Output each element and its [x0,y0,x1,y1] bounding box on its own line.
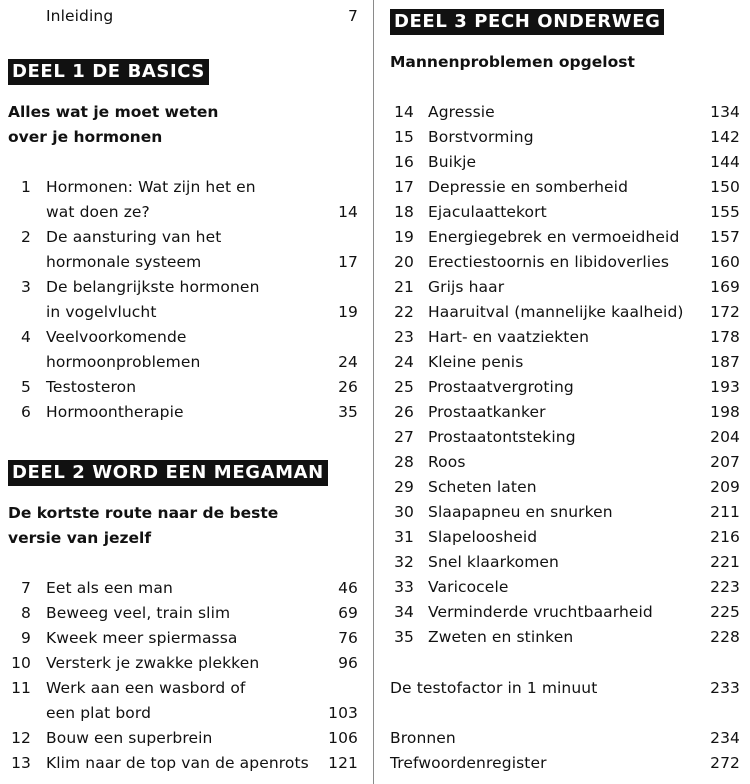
chapter-number: 23 [394,328,414,346]
chapter-number: 13 [11,754,31,772]
toc-entry-chapter-2-cont[interactable] [0,250,358,275]
toc-entry-chapter-1-cont[interactable] [0,200,358,225]
chapter-number: 8 [21,604,31,622]
chapter-title: Hart- en vaatziekten [428,328,590,346]
chapter-number: 11 [11,679,31,697]
chapter-title: Prostaatontsteking [428,428,576,446]
chapter-title: Versterk je zwakke plekken [46,654,260,672]
chapter-title: Borstvorming [428,128,534,146]
chapter-number: 20 [394,253,414,271]
entry-page: 7 [348,7,358,25]
chapter-title: Slapeloosheid [428,528,538,546]
chapter-title: Prostaatvergroting [428,378,574,396]
chapter-page: 221 [710,553,740,571]
chapter-number: 1 [21,178,31,196]
chapter-number: 35 [394,628,414,646]
toc-entry-chapter-5[interactable] [0,375,358,400]
part-3-heading: DEEL 3 PECH ONDERWEG [390,9,664,35]
chapter-page: 155 [710,203,740,221]
toc-entry-chapter-11[interactable] [0,676,358,701]
chapter-number: 7 [21,579,31,597]
chapter-page: 19 [338,303,358,321]
toc-entry-chapter-14[interactable] [378,100,740,125]
toc-entry-chapter-32[interactable] [378,550,740,575]
chapter-title: Scheten laten [428,478,537,496]
chapter-title-cont: hormonale systeem [46,253,202,271]
chapter-title: Hormoontherapie [46,403,184,421]
chapter-page: 150 [710,178,740,196]
toc-entry-chapter-13[interactable] [0,751,358,776]
entry-title: Bronnen [390,729,456,747]
toc-entry-chapter-26[interactable] [378,400,740,425]
chapter-page: 26 [338,378,358,396]
chapter-number: 25 [394,378,414,396]
chapter-title: Snel klaarkomen [428,553,559,571]
chapter-title-cont: in vogelvlucht [46,303,157,321]
chapter-page: 169 [710,278,740,296]
chapter-title: Hormonen: Wat zijn het en [46,178,256,196]
chapter-title: De belangrijkste hormonen [46,278,260,296]
chapter-page: 211 [710,503,740,521]
chapter-title: Varicocele [428,578,509,596]
chapter-title-cont: wat doen ze? [46,203,150,221]
toc-entry-chapter-6[interactable] [0,400,358,425]
column-divider [373,0,374,784]
toc-entry-chapter-19[interactable] [378,225,740,250]
chapter-title: Zweten en stinken [428,628,574,646]
toc-entry-chapter-16[interactable] [378,150,740,175]
chapter-page: 216 [710,528,740,546]
toc-entry-chapter-35[interactable] [378,625,740,650]
chapter-page: 46 [338,579,358,597]
toc-entry-bronnen[interactable] [378,726,740,751]
chapter-title: Roos [428,453,466,471]
toc-entry-chapter-17[interactable] [378,175,740,200]
toc-entry-chapter-7[interactable] [0,576,358,601]
chapter-title: Agressie [428,103,495,121]
chapter-number: 16 [394,153,414,171]
chapter-page: 204 [710,428,740,446]
chapter-page: 96 [338,654,358,672]
chapter-page: 223 [710,578,740,596]
chapter-title: Erectiestoornis en libidoverlies [428,253,670,271]
chapter-number: 32 [394,553,414,571]
toc-entry-chapter-9[interactable] [0,626,358,651]
chapter-page: 160 [710,253,740,271]
chapter-page: 17 [338,253,358,271]
chapter-title: Beweeg veel, train slim [46,604,231,622]
chapter-page: 121 [328,754,358,772]
chapter-number: 27 [394,428,414,446]
toc-entry-chapter-12[interactable] [0,726,358,751]
chapter-number: 34 [394,603,414,621]
chapter-title: Verminderde vruchtbaarheid [428,603,653,621]
toc-entry-chapter-28[interactable] [378,450,740,475]
chapter-page: 178 [710,328,740,346]
toc-entry-chapter-3[interactable] [0,275,358,300]
chapter-page: 106 [328,729,358,747]
chapter-page: 76 [338,629,358,647]
chapter-page: 193 [710,378,740,396]
chapter-title-cont: hormoonproblemen [46,353,201,371]
chapter-title: Kleine penis [428,353,524,371]
chapter-number: 18 [394,203,414,221]
chapter-title: Kweek meer spiermassa [46,629,238,647]
toc-entry-chapter-4-cont[interactable] [0,350,358,375]
toc-entry-chapter-22[interactable] [378,300,740,325]
entry-page: 272 [710,754,740,772]
toc-entry-intro[interactable] [0,4,358,29]
entry-title: De testofactor in 1 minuut [390,679,598,697]
chapter-number: 26 [394,403,414,421]
chapter-number: 22 [394,303,414,321]
toc-entry-chapter-21[interactable] [378,275,740,300]
toc-entry-chapter-8[interactable] [0,601,358,626]
chapter-title: Haaruitval (mannelijke kaalheid) [428,303,684,321]
toc-entry-chapter-1[interactable] [0,175,358,200]
chapter-title: Testosteron [46,378,137,396]
chapter-page: 144 [710,153,740,171]
chapter-number: 15 [394,128,414,146]
chapter-number: 31 [394,528,414,546]
part-1-subtitle-line-1: Alles wat je moet weten [8,103,219,121]
part-3-subtitle: Mannenproblemen opgelost [390,53,635,71]
part-2-subtitle-line-2: versie van jezelf [8,529,152,547]
chapter-page: 35 [338,403,358,421]
chapter-page: 172 [710,303,740,321]
chapter-number: 12 [11,729,31,747]
chapter-title: De aansturing van het [46,228,222,246]
chapter-title: Slaapapneu en snurken [428,503,613,521]
toc-entry-chapter-29[interactable] [378,475,740,500]
chapter-page: 207 [710,453,740,471]
chapter-number: 4 [21,328,31,346]
chapter-number: 2 [21,228,31,246]
chapter-page: 225 [710,603,740,621]
chapter-title: Eet als een man [46,579,173,597]
toc-entry-chapter-11-cont[interactable] [0,701,358,726]
chapter-page: 157 [710,228,740,246]
chapter-number: 17 [394,178,414,196]
chapter-title: Depressie en somberheid [428,178,629,196]
toc-entry-chapter-20[interactable] [378,250,740,275]
chapter-number: 24 [394,353,414,371]
part-2-heading: DEEL 2 WORD EEN MEGAMAN [8,460,328,486]
chapter-page: 228 [710,628,740,646]
toc-entry-testofactor[interactable] [378,676,740,701]
chapter-number: 10 [11,654,31,672]
chapter-title: Buikje [428,153,477,171]
chapter-number: 6 [21,403,31,421]
chapter-title: Ejaculaattekort [428,203,547,221]
entry-title: Trefwoordenregister [390,754,547,772]
chapter-page: 187 [710,353,740,371]
chapter-number: 9 [21,629,31,647]
chapter-number: 19 [394,228,414,246]
toc-entry-chapter-23[interactable] [378,325,740,350]
chapter-number: 3 [21,278,31,296]
chapter-page: 198 [710,403,740,421]
chapter-title: Grijs haar [428,278,505,296]
part-1-subtitle-line-2: over je hormonen [8,128,163,146]
chapter-title: Werk aan een wasbord of [46,679,246,697]
entry-page: 233 [710,679,740,697]
chapter-title: Prostaatkanker [428,403,546,421]
chapter-title: Klim naar de top van de apenrots [46,754,309,772]
toc-entry-chapter-24[interactable] [378,350,740,375]
toc-entry-chapter-31[interactable] [378,525,740,550]
chapter-page: 24 [338,353,358,371]
chapter-title: Veelvoorkomende [46,328,187,346]
toc-entry-chapter-10[interactable] [0,651,358,676]
chapter-title-cont: een plat bord [46,704,152,722]
chapter-number: 28 [394,453,414,471]
entry-title: Inleiding [46,7,114,25]
toc-entry-chapter-2[interactable] [0,225,358,250]
chapter-page: 103 [328,704,358,722]
chapter-page: 14 [338,203,358,221]
chapter-number: 14 [394,103,414,121]
chapter-number: 5 [21,378,31,396]
toc-entry-chapter-27[interactable] [378,425,740,450]
chapter-page: 134 [710,103,740,121]
toc-entry-chapter-34[interactable] [378,600,740,625]
chapter-number: 21 [394,278,414,296]
chapter-number: 30 [394,503,414,521]
toc-entry-chapter-30[interactable] [378,500,740,525]
part-1-heading: DEEL 1 DE BASICS [8,59,209,85]
toc-entry-chapter-25[interactable] [378,375,740,400]
chapter-title: Energiegebrek en vermoeidheid [428,228,680,246]
chapter-number: 29 [394,478,414,496]
toc-entry-chapter-18[interactable] [378,200,740,225]
toc-entry-chapter-3-cont[interactable] [0,300,358,325]
toc-entry-chapter-4[interactable] [0,325,358,350]
toc-entry-chapter-15[interactable] [378,125,740,150]
chapter-page: 209 [710,478,740,496]
chapter-page: 69 [338,604,358,622]
toc-entry-trefwoordenregister[interactable] [378,751,740,776]
entry-page: 234 [710,729,740,747]
part-2-subtitle-line-1: De kortste route naar de beste [8,504,279,522]
chapter-title: Bouw een superbrein [46,729,213,747]
chapter-number: 33 [394,578,414,596]
chapter-page: 142 [710,128,740,146]
toc-entry-chapter-33[interactable] [378,575,740,600]
